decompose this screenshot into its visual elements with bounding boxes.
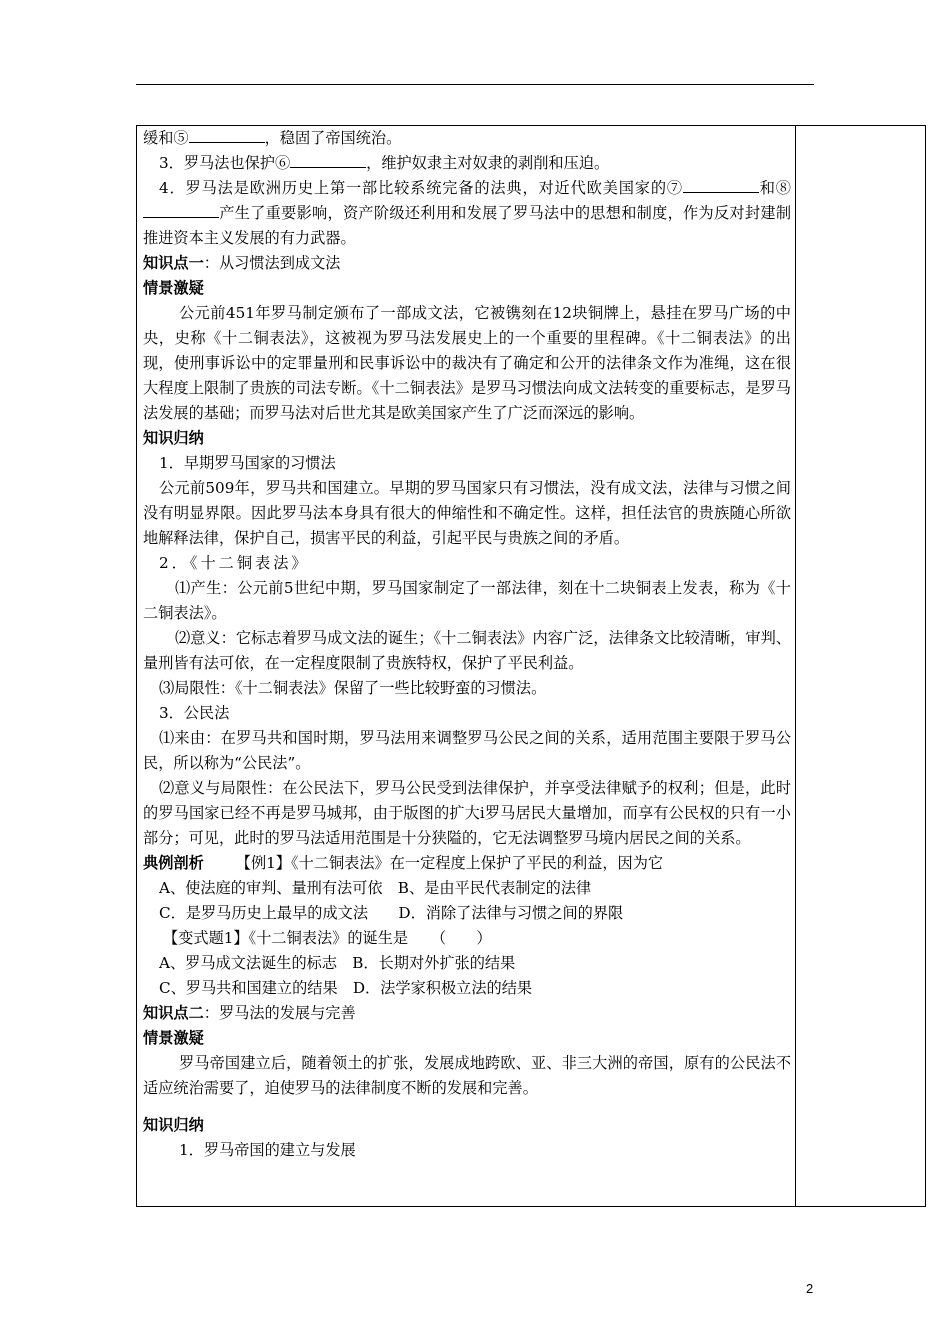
fill-blank (290, 153, 366, 168)
kp1-heading: 知识点一：从习惯法到成文法 (143, 254, 341, 272)
fill-blank (143, 203, 219, 218)
kp1-scene-text: 公元前451年罗马制定颁布了一部成文法，它被镌刻在12块铜牌上，悬挂在罗马广场的中央，史称《十二铜表法》，这被视为罗马法发展史上的一个重要的里程碑。《十二铜表法》的出现，使刑事诉讼中的定罪量刑和民事诉讼中的裁决有了确定和公开的法律条文作为准绳，这在很大程度上限制了贵族的司法专断。《十二铜表法》是罗马习惯法向成文法转变的重要标志，是罗马法发展的基础；而罗马法对后世尤其是欧美国家产生了广泛而深远的影响。 (143, 304, 791, 422)
fill-blank (683, 178, 759, 193)
main-content (143, 126, 791, 1163)
kp1-scene-heading: 情景激疑 (143, 279, 204, 297)
kp1-s2-c: ⑶局限性：《十二铜表法》保留了一些比较野蛮的习惯法。 (159, 679, 547, 697)
kp1-s1-text: 公元前509年，罗马共和国建立。早期的罗马国家只有习惯法，没有成文法，法律与习惯之间没有明显界限。因此罗马法本身具有很大的伸缩性和不确定性。这样，担任法官的贵族随心所欲地解释法律，保护自己，损害平民的利益，引起平民与贵族之间的矛盾。 (143, 479, 791, 547)
table-column-divider (795, 125, 796, 1207)
kp1-s1-title: 1．早期罗马国家的习惯法 (159, 454, 336, 472)
kp2-s1-title: 1．罗马帝国的建立与发展 (179, 1141, 356, 1159)
kp2-heading: 知识点二：罗马法的发展与完善 (143, 1004, 356, 1022)
variant-question: 【变式题1】《十二铜表法》的诞生是 （ ） (163, 929, 492, 947)
kp1-s2-title: 2．《十二铜表法》 (159, 554, 310, 572)
kp1-s3-b: ⑵意义与局限性：在公民法下，罗马公民受到法律保护，并享受法律赋予的权利；但是，此时的罗马国家已经不再是罗马城邦，由于版图的扩大i罗马居民大量增加，而享有公民权的只有一小部分；可见，此时的罗马法适用范围是十分狭隘的，它无法调整罗马境内居民之间的关系。 (143, 779, 791, 847)
header-rule (136, 84, 814, 85)
text-line: 3．罗马法也保护⑥ ，维护奴隶主对奴隶的剥削和压迫。 (159, 154, 610, 172)
example-options: C．是罗马历史上最早的成文法 D．消除了法律与习惯之间的界限 (159, 904, 624, 922)
kp1-s3-a: ⑴来由：在罗马共和国时期，罗马法用来调整罗马公民之间的关系，适用范围主要限于罗马公民，所以称为“公民法”。 (143, 729, 791, 772)
variant-options: A、罗马成文法诞生的标志 B．长期对外扩张的结果 (159, 954, 516, 972)
kp1-s2-a: ⑴产生：公元前5世纪中期，罗马国家制定了一部法律，刻在十二块铜表上发表，称为《十二铜表法》。 (143, 579, 791, 622)
kp1-s3-title: 3．公民法 (159, 704, 230, 722)
kp2-scene-heading: 情景激疑 (143, 1029, 204, 1047)
kp1-summary-heading: 知识归纳 (143, 429, 204, 447)
text-line: 缓和⑤ ，稳固了帝国统治。 (143, 129, 402, 147)
kp2-scene-text: 罗马帝国建立后，随着领土的扩张，发展成地跨欧、亚、非三大洲的帝国，原有的公民法不适应统治需要了，迫使罗马的法律制度不断的发展和完善。 (143, 1054, 791, 1097)
kp2-summary-heading: 知识归纳 (143, 1116, 204, 1134)
page-number: 2 (806, 1281, 814, 1296)
text-line: 4．罗马法是欧洲历史上第一部比较系统完备的法典，对近代欧美国家的⑦ 和⑧产生了重要影响，资产阶级还利用和发展了罗马法中的思想和制度，作为反对封建制推进资本主义发展的有力武器。 (143, 179, 791, 247)
example-line: 典例剖析 【例1】《十二铜表法》在一定程度上保护了平民的利益，因为它 (143, 854, 664, 872)
variant-options: C、罗马共和国建立的结果 D．法学家积极立法的结果 (159, 979, 533, 997)
example-options: A、使法庭的审判、量刑有法可依 B、是由平民代表制定的法律 (159, 879, 592, 897)
fill-blank (189, 128, 265, 143)
kp1-s2-b: ⑵意义：它标志着罗马成文法的诞生；《十二铜表法》内容广泛，法律条文比较清晰，审判、量刑皆有法可依，在一定程度限制了贵族特权，保护了平民利益。 (143, 629, 791, 672)
